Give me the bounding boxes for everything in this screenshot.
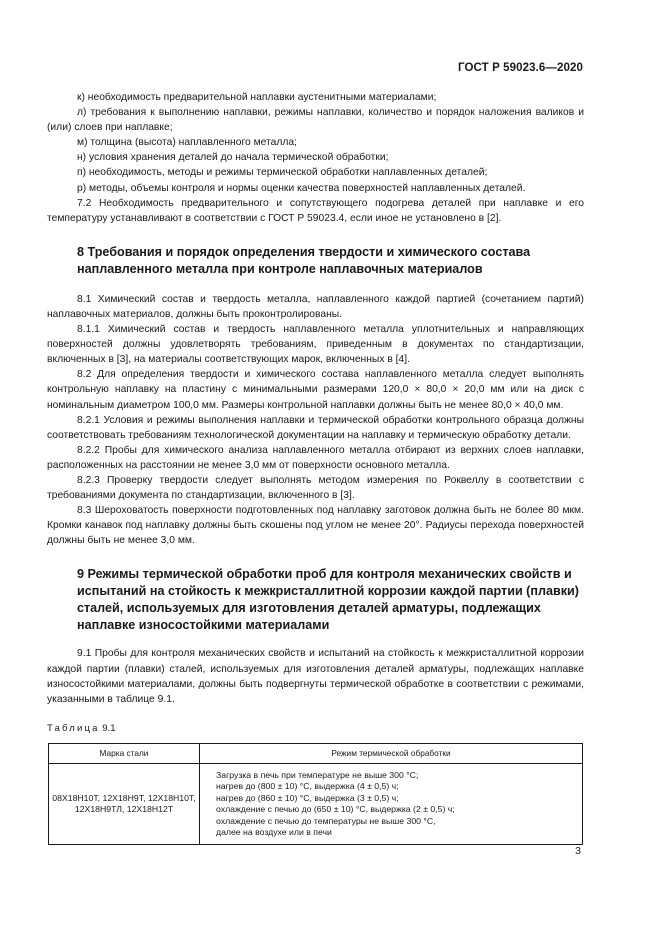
- paragraph-8-2-2: 8.2.2 Пробы для химического анализа наплавленного металла отбирают из верхних слоев наплавки, расположенных на расстоянии не менее 3,0 мм от поверхности основного металла.: [47, 444, 584, 471]
- cell-steel-grades: 08Х18Н10Т, 12Х18Н9Т, 12Х18Н10Т, 12Х18Н9ТЛ, 12Х18Н12Т: [49, 763, 200, 844]
- table-row: [49, 763, 583, 844]
- list-item-l: л) требования к выполнению наплавки, режимы наплавки, количество и порядок наложения валиков и (или) слоев при наплавке;: [47, 107, 584, 134]
- table-header-row: [49, 743, 583, 763]
- paragraph-7-2: 7.2 Необходимость предварительного и сопутствующего подогрева деталей при наплавке и его температуру устанавливают в соответствии с ГОСТ Р 59023.4, если иное не установлено в [2].: [47, 197, 584, 224]
- mode-line: охлаждение с печью до температуры не выше 300 °С,: [216, 815, 436, 826]
- page-number: 3: [575, 845, 581, 857]
- list-item-p: п) необходимость, методы и режимы термической обработки наплавленных деталей;: [77, 167, 488, 179]
- column-header-heat-mode: Режим термической обработки: [200, 743, 583, 763]
- document-body: [47, 90, 584, 845]
- section-9-heading: 9 Режимы термической обработки проб для контроля механических свойств и испытаний на стойкость к межкристаллитной коррозии каждой партии (плавки) сталей, используемых для изготовления деталей арматуры, подлежащих наплавке износостойкими материалами: [77, 567, 579, 633]
- section-8-heading: 8 Требования и порядок определения твердости и химического состава наплавленного металла при контроле наплавочных материалов: [77, 244, 531, 276]
- document-code: ГОСТ Р 59023.6—2020: [458, 62, 583, 74]
- column-header-steel-grade: Марка стали: [49, 743, 200, 763]
- mode-line: Загрузка в печь при температуре не выше 300 °С;: [216, 769, 419, 780]
- table-caption: [47, 721, 584, 736]
- table-caption-number: 9.1: [102, 722, 116, 734]
- cell-heat-modes: [200, 763, 583, 844]
- list-item-m: м) толщина (высота) наплавленного металла;: [77, 137, 297, 149]
- paragraph-8-2: 8.2 Для определения твердости и химического состава наплавленного металла следует выполнять контрольную наплавку на пластину с минимальными размерами 120,0 × 80,0 × 20,0 мм или на диск с номинальным диаметром 100,0 мм. Размеры контрольной наплавки должны быть не менее 80,0 × 40,0 мм.: [47, 369, 584, 411]
- mode-line: далее на воздухе или в печи: [216, 826, 332, 837]
- paragraph-9-1: 9.1 Пробы для контроля механических свойств и испытаний на стойкость к межкристаллитной коррозии каждой партии (плавки) сталей, используемых для изготовления деталей арматуры, подлежащих наплавке износостойкими материалами, должны быть подвергнуты термической обработке в соответствии с режимами, указанными в таблице 9.1.: [47, 648, 584, 705]
- paragraph-8-3: 8.3 Шероховатость поверхности подготовленных под наплавку заготовок должна быть не более 80 мкм. Кромки канавок под наплавку должны быть скошены под углом не менее 20°. Радиусы перехода поверхностей должны быть не менее 3,0 мм.: [47, 505, 584, 547]
- table-caption-word: Таблица: [47, 722, 100, 734]
- list-item-r: р) методы, объемы контроля и нормы оценки качества поверхностей наплавленных деталей.: [77, 182, 526, 194]
- paragraph-8-2-1: 8.2.1 Условия и режимы выполнения наплавки и термической обработки контрольного образца должны соответствовать требованиям технологической документации на наплавку и термическую обработку детали.: [47, 414, 584, 441]
- mode-line: нагрев до (800 ± 10) °С, выдержка (4 ± 0,5) ч;: [216, 781, 399, 792]
- paragraph-8-1-1: 8.1.1 Химический состав и твердость наплавленного металла уплотнительных и направляющих поверхностей должны удовлетворять требованиям, приведенным в документах по стандартизации, включенных в [3], на материалы соответствующих марок, включенных в [4].: [47, 324, 584, 366]
- paragraph-8-2-3: 8.2.3 Проверку твердости следует выполнять методом измерения по Роквеллу в соответствии с требованиями документа по стандартизации, включенного в [3].: [47, 474, 584, 502]
- paragraph-8-1: 8.1 Химический состав и твердость металла, наплавленного каждой партией (сочетанием партий) наплавочных материалов, должны быть проконтролированы.: [47, 293, 584, 320]
- list-item-n: н) условия хранения деталей до начала термической обработки;: [77, 152, 389, 164]
- heat-treatment-table: [48, 743, 583, 845]
- list-item-k: к) необходимость предварительной наплавки аустенитными материалами;: [77, 92, 437, 103]
- mode-line: нагрев до (860 ± 10) °С, выдержка (3 ± 0,5) ч;: [216, 792, 399, 803]
- mode-line: охлаждение с печью до (650 ± 10) °С, выдержка (2 ± 0,5) ч;: [216, 804, 455, 815]
